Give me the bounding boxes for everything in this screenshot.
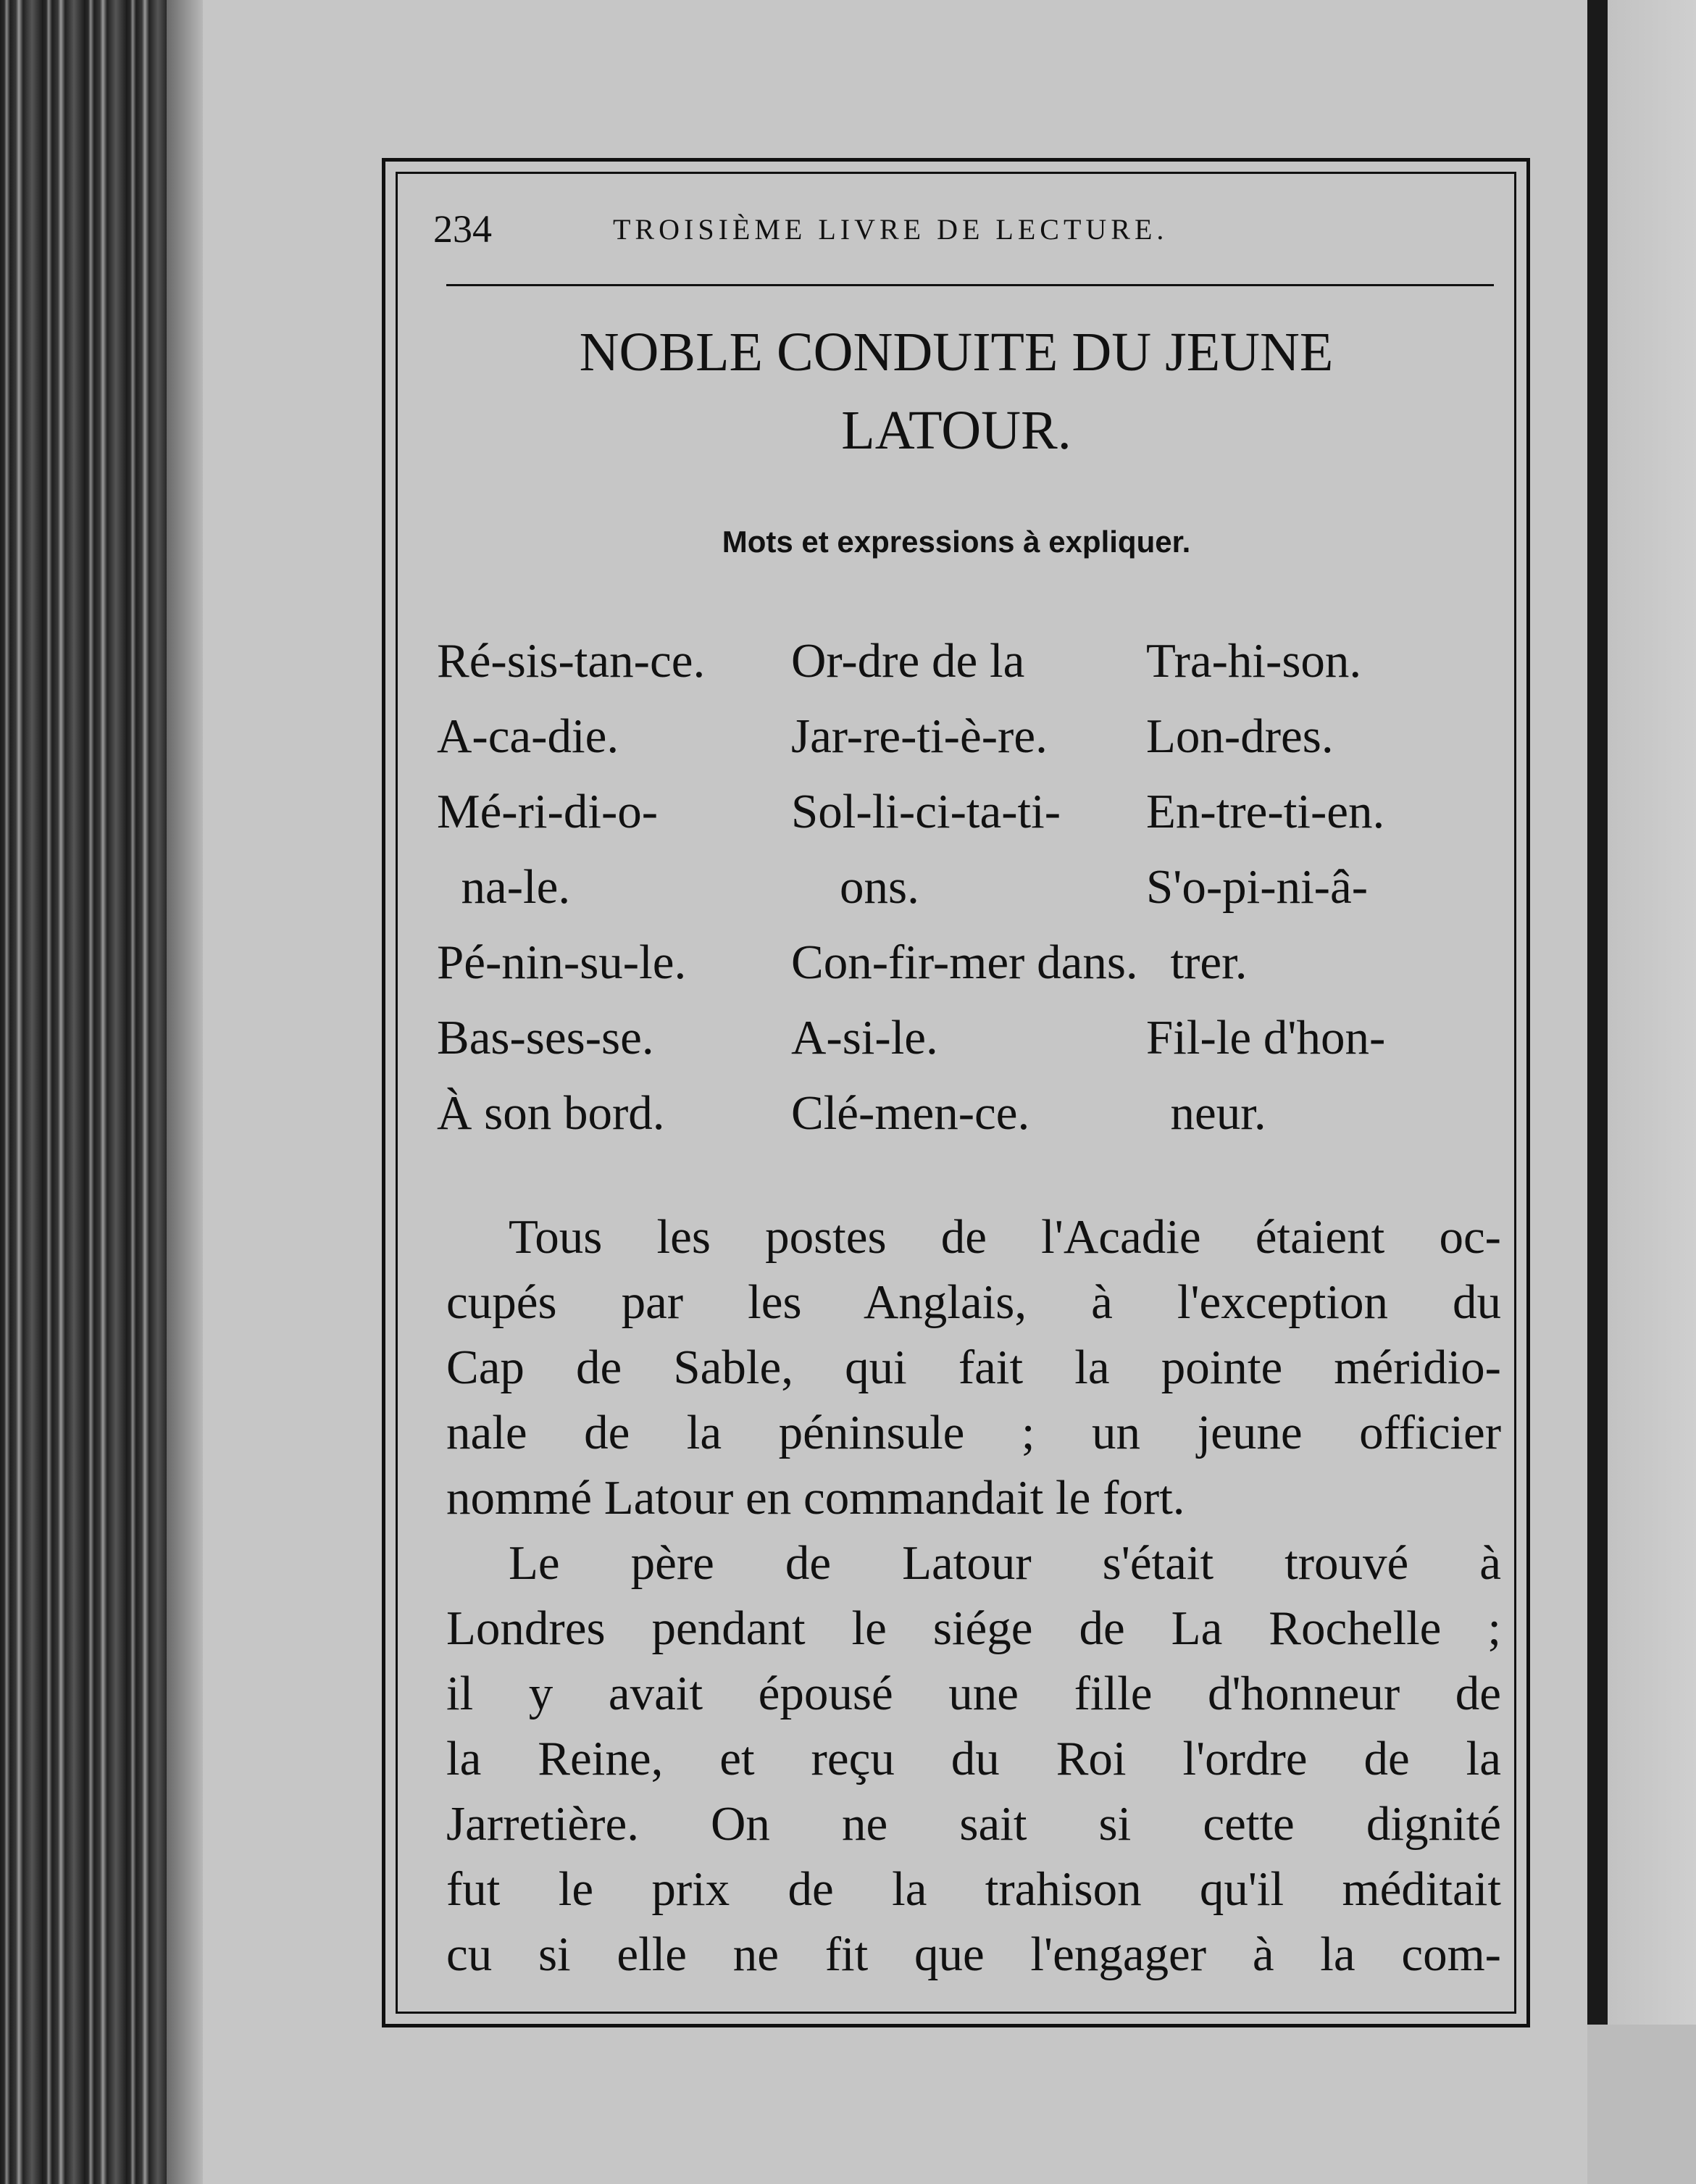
vocabulary-word: Ré-sis-tan-ce. (437, 634, 706, 688)
vocabulary-word: na-le. (437, 860, 571, 914)
title-line: NOBLE CONDUITE DU JEUNE (579, 322, 1334, 383)
page-number: 234 (433, 207, 492, 251)
vocabulary-heading: Mots et expressions à expliquer. (722, 525, 1191, 559)
book-spine (0, 0, 188, 2184)
vocabulary-column-3 (1146, 623, 1385, 1151)
running-head: TROISIÈME LIVRE DE LECTURE. (613, 213, 1169, 246)
text-line: nale de la péninsule ; un jeune officier (446, 1406, 1501, 1459)
vocabulary-word: Or-dre de la (791, 634, 1025, 688)
vocabulary-word: Fil-le d'hon- (1146, 1011, 1386, 1064)
vocabulary-word: Jar-re-ti-è-re. (791, 709, 1048, 763)
chapter-title (406, 313, 1507, 470)
vocabulary-word: Con-fir-mer dans. (791, 935, 1138, 989)
text-line: il y avait épousé une fille d'honneur de (446, 1667, 1501, 1720)
page-edges (167, 0, 203, 2184)
vocabulary-word: Clé-men-ce. (791, 1086, 1030, 1140)
adjacent-page-bottom (1587, 2025, 1696, 2184)
adjacent-page (1587, 0, 1696, 2184)
vocabulary-word: Sol-li-ci-ta-ti- (791, 785, 1061, 838)
text-line: fut le prix de la trahison qu'il méditait (446, 1862, 1501, 1916)
vocabulary-word: Pé-nin-su-le. (437, 935, 687, 989)
vocabulary-word: trer. (1146, 935, 1248, 989)
text-line: la Reine, et reçu du Roi l'ordre de la (446, 1732, 1501, 1785)
text-line: nommé Latour en commandait le fort. (446, 1471, 1185, 1525)
text-line: Le père de Latour s'était trouvé à (509, 1536, 1501, 1590)
vocabulary-word: S'o-pi-ni-â- (1146, 860, 1369, 914)
vocabulary-word: Bas-ses-se. (437, 1011, 654, 1064)
vocabulary-word: ons. (791, 860, 919, 914)
title-line: LATOUR. (841, 400, 1072, 461)
header-rule (446, 284, 1494, 286)
vocabulary-word: Lon-dres. (1146, 709, 1334, 763)
text-line: cupés par les Anglais, à l'exception du (446, 1275, 1501, 1329)
vocabulary-word: Mé-ri-di-o- (437, 785, 659, 838)
vocabulary-word: En-tre-ti-en. (1146, 785, 1385, 838)
text-line: cu si elle ne fit que l'engager à la com- (446, 1927, 1501, 1981)
paragraph (446, 1204, 1501, 1530)
vocabulary-word: A-si-le. (791, 1011, 938, 1064)
vocabulary-word: À son bord. (437, 1086, 665, 1140)
vocabulary-word: A-ca-die. (437, 709, 619, 763)
vocabulary-column-2 (791, 623, 1138, 1151)
text-line: Jarretière. On ne sait si cette dignité (446, 1797, 1501, 1851)
vocabulary-word: Tra-hi-son. (1146, 634, 1362, 688)
paragraph (446, 1530, 1501, 1987)
vocabulary-column-1 (437, 623, 705, 1151)
vocabulary-word: neur. (1146, 1086, 1266, 1140)
text-line: Londres pendant le siége de La Rochelle ; (446, 1601, 1501, 1655)
text-line: Tous les postes de l'Acadie étaient oc- (509, 1210, 1501, 1264)
page-header (433, 207, 1491, 264)
body-text (446, 1204, 1501, 1987)
text-line: Cap de Sable, qui fait la pointe méridio- (446, 1341, 1501, 1394)
